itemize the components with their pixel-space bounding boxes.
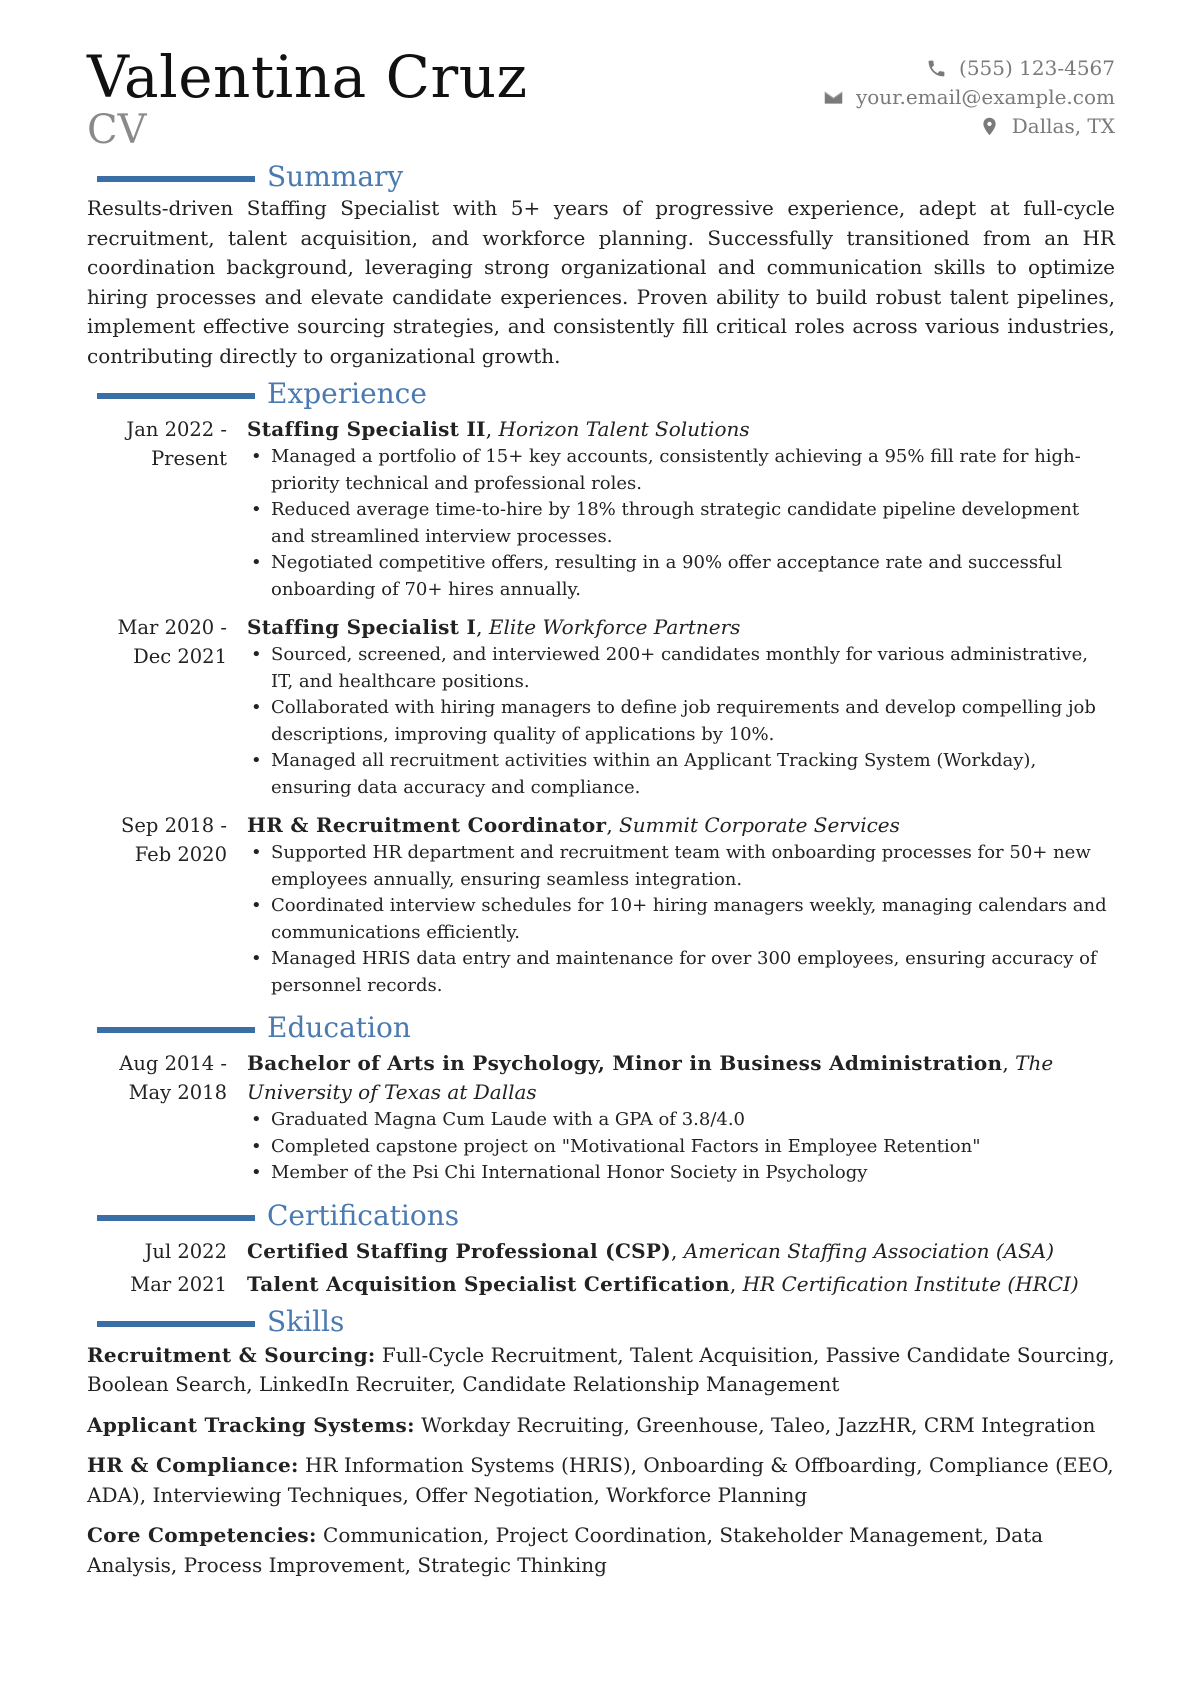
skill-category: Recruitment & Sourcing: (87, 1342, 376, 1367)
envelope-icon (823, 87, 844, 108)
section-summary-heading (87, 160, 1115, 194)
cv-header (87, 44, 1115, 154)
cv-page (87, 44, 1115, 1591)
section-certifications-heading (87, 1199, 1115, 1233)
entry-role: HR & Recruitment Coordinator (247, 813, 607, 837)
certification-name: Certified Staffing Professional (CSP) (247, 1238, 672, 1263)
section-accent-bar (97, 1027, 255, 1033)
map-marker-icon (979, 116, 1000, 137)
list-item: • Sourced, screened, and interviewed 200+ candidates monthly for various administrative, IT, and healthcare positions. (271, 642, 1115, 695)
list-item: • Completed capstone project on "Motivational Factors in Employee Retention" (271, 1134, 1115, 1161)
skill-items: Communication, Project Coordination, Stakeholder Management, Data Analysis, Process Improvement, Strategic Thinking (87, 1523, 1044, 1577)
experience-entry: Mar 2020 - Dec 2021 Staffing Specialist I, Elite Workforce Partners • Sourced, screened, and interviewed 200+ candidates monthly for various administrative, IT, and healthcare positions. • Collaborated with hiring managers to define job requirements and develop compelling job descriptions, improving quality of applications by 10%. • Managed all recruitment activities within an Applicant Tracking System (Workday), ensuring data accuracy and compliance. (87, 613, 1115, 807)
certification-entry: Mar 2021 Talent Acquisition Specialist Certification, HR Certification Institute (HRCI) (87, 1270, 1115, 1299)
section-title: Summary (267, 160, 404, 193)
skill-category: Core Competencies: (87, 1523, 317, 1547)
entry-date: Sep 2018 - Feb 2020 (121, 814, 227, 866)
certification-issuer: American Staffing Association (ASA) (683, 1238, 1055, 1263)
location-text: Dallas, TX (1011, 114, 1115, 138)
section-title: Certifications (267, 1198, 460, 1232)
entry-date: Mar 2020 - Dec 2021 (117, 616, 227, 668)
skill-items: Workday Recruiting, Greenhouse, Taleo, JazzHR, CRM Integration (421, 1412, 1096, 1437)
skill-group (87, 1411, 1115, 1441)
entry-organization: Horizon Talent Solutions (498, 417, 750, 441)
section-title: Skills (267, 1304, 345, 1338)
section-experience-heading (87, 377, 1115, 411)
list-item: • Collaborated with hiring managers to define job requirements and develop compelling job descriptions, improving quality of applications by 10%. (271, 695, 1115, 748)
person-name: Valentina Cruz (87, 43, 528, 111)
entry-role: Staffing Specialist II (247, 417, 486, 441)
experience-entry: Jan 2022 - Present Staffing Specialist II, Horizon Talent Solutions • Managed a portfolio of 15+ key accounts, consistently achieving a 95% fill rate for high-priority technical and professional roles. • Reduced average time-to-hire by 18% through strategic candidate pipeline development and streamlined interview processes. • Negotiated competitive offers, resulting in a 90% offer acceptance rate and successful onboarding of 70+ hires annually. (87, 415, 1115, 609)
list-item: • Supported HR department and recruitment team with onboarding processes for 50+ new employees annually, ensuring seamless integration. (271, 840, 1115, 893)
phone-icon (926, 58, 947, 79)
entry-date: Aug 2014 - May 2018 (119, 1052, 227, 1104)
section-accent-bar (97, 1215, 255, 1221)
skill-items: Full-Cycle Recruitment, Talent Acquisition, Passive Candidate Sourcing, Boolean Search, LinkedIn Recruiter, Candidate Relationship Management (87, 1342, 1115, 1396)
list-item: • Negotiated competitive offers, resulting in a 90% offer acceptance rate and successful onboarding of 70+ hires annually. (271, 550, 1115, 603)
contact-location (823, 112, 1115, 141)
list-item: • Reduced average time-to-hire by 18% through strategic candidate pipeline development and streamlined interview processes. (271, 497, 1115, 550)
contact-info (823, 54, 1115, 141)
document-subtitle: CV (87, 107, 147, 153)
skill-group (87, 1451, 1115, 1510)
list-item: • Managed a portfolio of 15+ key accounts, consistently achieving a 95% fill rate for high-priority technical and professional roles. (271, 444, 1115, 497)
education-entry: Aug 2014 - May 2018 Bachelor of Arts in Psychology, Minor in Business Administration, The University of Texas at Dallas • Graduated Magna Cum Laude with a GPA of 3.8/4.0 • Completed capstone project on "Motivational Factors in Employee Retention" • Member of the Psi Chi International Honor Society in Psychology (87, 1049, 1115, 1193)
list-item: • Member of the Psi Chi International Honor Society in Psychology (271, 1160, 1115, 1187)
certification-entry: Jul 2022 Certified Staffing Professional (CSP), American Staffing Association (ASA) (87, 1237, 1115, 1266)
contact-email[interactable] (823, 83, 1115, 112)
skill-group (87, 1341, 1115, 1400)
entry-degree: Bachelor of Arts in Psychology, Minor in Business Administration (247, 1051, 1003, 1075)
entry-organization: Elite Workforce Partners (488, 615, 741, 639)
email-address: your.email@example.com (855, 85, 1115, 109)
section-education-heading (87, 1011, 1115, 1045)
list-item: • Coordinated interview schedules for 10+ hiring managers weekly, managing calendars and communications efficiently. (271, 893, 1115, 946)
skill-category: HR & Compliance: (87, 1453, 299, 1477)
certification-issuer: HR Certification Institute (HRCI) (742, 1271, 1079, 1296)
entry-date: Jan 2022 - Present (126, 418, 227, 470)
list-item: • Graduated Magna Cum Laude with a GPA of 3.8/4.0 (271, 1107, 1115, 1134)
phone-number: (555) 123-4567 (959, 56, 1115, 80)
skill-group (87, 1521, 1115, 1580)
entry-date: Jul 2022 (144, 1239, 227, 1263)
skill-items: HR Information Systems (HRIS), Onboarding & Offboarding, Compliance (EEO, ADA), Interviewing Techniques, Offer Negotiation, Workforce Planning (87, 1453, 1114, 1507)
section-title: Education (267, 1011, 411, 1044)
section-skills-heading (87, 1305, 1115, 1339)
summary-text: Results-driven Staffing Specialist with 5+ years of progressive experience, adept at full-cycle recruitment, talent acquisition, and workforce planning. Successfully transitioned from an HR coordination background, leveraging strong organizational and communication skills to optimize hiring processes and elevate candidate experiences. Proven ability to build robust talent pipelines, implement effective sourcing strategies, and consistently fill critical roles across various industries, contributing directly to organizational growth. (87, 196, 1115, 368)
skill-category: Applicant Tracking Systems: (87, 1412, 415, 1437)
entry-institution: The University of Texas at Dallas (247, 1051, 1054, 1104)
list-item: • Managed HRIS data entry and maintenance for over 300 employees, ensuring accuracy of personnel records. (271, 946, 1115, 999)
section-accent-bar (97, 176, 255, 182)
entry-role: Staffing Specialist I (247, 615, 477, 639)
certification-name: Talent Acquisition Specialist Certification (247, 1271, 730, 1296)
section-accent-bar (97, 1321, 255, 1327)
experience-entry: Sep 2018 - Feb 2020 HR & Recruitment Coordinator, Summit Corporate Services • Supported HR department and recruitment team with onboarding processes for 50+ new employees annually, ensuring seamless integration. • Coordinated interview schedules for 10+ hiring managers weekly, managing calendars and communications efficiently. • Managed HRIS data entry and maintenance for over 300 employees, ensuring accuracy of personnel records. (87, 811, 1115, 1005)
entry-date: Mar 2021 (130, 1272, 227, 1296)
contact-phone[interactable] (823, 54, 1115, 83)
list-item: • Managed all recruitment activities within an Applicant Tracking System (Workday), ensuring data accuracy and compliance. (271, 748, 1115, 801)
section-accent-bar (97, 393, 255, 399)
section-title: Experience (267, 377, 427, 410)
entry-organization: Summit Corporate Services (619, 813, 900, 837)
